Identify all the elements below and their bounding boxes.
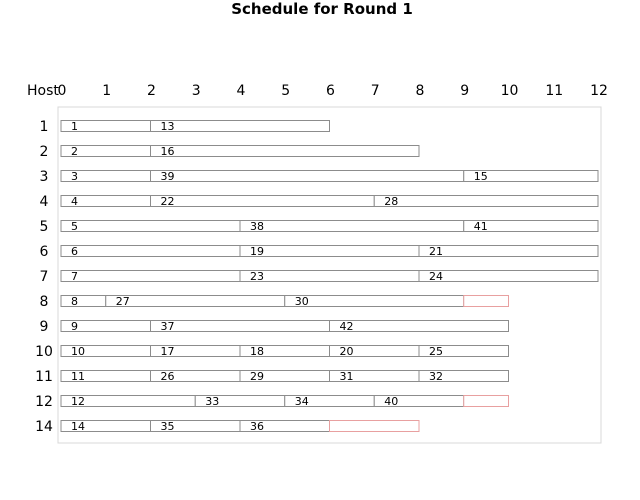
x-tick-label: 6 [326, 83, 335, 99]
job-label: 24 [429, 270, 443, 283]
job-label: 39 [160, 170, 175, 183]
job-label: 36 [250, 420, 264, 433]
host-row [35, 419, 419, 435]
job-label: 3 [71, 170, 78, 183]
x-tick-label: 0 [57, 83, 67, 99]
job-segment [240, 246, 419, 257]
job-segment [419, 246, 598, 257]
host-label: 14 [35, 419, 53, 435]
job-label: 1 [71, 120, 78, 133]
job-segment [374, 196, 598, 207]
host-label: 9 [39, 319, 49, 335]
job-label: 19 [250, 245, 264, 258]
idle-segment [464, 396, 509, 407]
job-label: 5 [71, 220, 78, 233]
job-label: 18 [250, 345, 264, 358]
job-label: 2 [71, 145, 78, 158]
x-axis-ticks [58, 83, 608, 99]
host-row [40, 144, 419, 160]
job-label: 14 [71, 420, 85, 433]
job-label: 13 [160, 120, 175, 133]
job-label: 30 [294, 295, 309, 308]
job-segment [151, 171, 464, 182]
host-label: 12 [35, 394, 53, 410]
job-segment [61, 221, 240, 232]
host-row [35, 394, 508, 410]
job-label: 23 [250, 270, 264, 283]
job-label: 26 [160, 370, 175, 383]
x-tick-label: 11 [545, 83, 564, 99]
job-label: 38 [250, 220, 264, 233]
job-label: 12 [71, 395, 85, 408]
job-label: 42 [339, 320, 354, 333]
job-segment [240, 221, 464, 232]
job-label: 35 [160, 420, 175, 433]
host-label: 3 [39, 169, 49, 185]
job-segment [61, 296, 106, 307]
job-label: 16 [160, 145, 175, 158]
host-label: 5 [39, 219, 49, 235]
job-segment [419, 271, 598, 282]
host-row [40, 119, 330, 135]
job-label: 29 [250, 370, 264, 383]
job-label: 21 [429, 245, 443, 258]
host-label: 11 [35, 369, 53, 385]
job-segment [330, 321, 509, 332]
host-row [40, 169, 598, 185]
job-label: 34 [294, 395, 309, 408]
host-row [35, 369, 508, 385]
schedule-rows [35, 119, 598, 435]
job-segment [106, 296, 285, 307]
job-segment [285, 296, 464, 307]
host-label: 2 [39, 144, 49, 160]
x-tick-label: 7 [370, 83, 380, 99]
chart-title: Schedule for Round 1 [231, 0, 413, 18]
job-label: 9 [71, 320, 78, 333]
job-segment [61, 246, 240, 257]
x-tick-label: 1 [102, 83, 112, 99]
job-segment [151, 196, 375, 207]
job-label: 37 [160, 320, 175, 333]
job-label: 4 [71, 195, 78, 208]
host-row [40, 319, 509, 335]
host-label: 8 [39, 294, 49, 310]
host-label: 10 [35, 344, 53, 360]
x-tick-label: 9 [460, 83, 470, 99]
job-label: 33 [205, 395, 220, 408]
x-tick-label: 10 [500, 83, 519, 99]
job-label: 20 [339, 345, 354, 358]
idle-segment [464, 296, 509, 307]
host-row [35, 344, 508, 360]
job-label: 31 [339, 370, 354, 383]
host-row [40, 244, 598, 260]
host-row [40, 294, 509, 310]
job-segment [151, 321, 330, 332]
job-label: 28 [384, 195, 399, 208]
job-segment [240, 271, 419, 282]
job-label: 6 [71, 245, 78, 258]
host-label: 7 [39, 269, 49, 285]
x-tick-label: 5 [281, 83, 291, 99]
host-label: 1 [39, 119, 49, 135]
job-label: 41 [473, 220, 488, 233]
job-label: 7 [71, 270, 78, 283]
host-row [40, 194, 598, 210]
job-segment [61, 271, 240, 282]
row-axis-label: Host [27, 83, 59, 99]
x-tick-label: 12 [590, 83, 608, 99]
host-row [40, 269, 598, 285]
x-tick-label: 3 [191, 83, 201, 99]
job-label: 15 [473, 170, 488, 183]
host-label: 6 [39, 244, 49, 260]
job-label: 11 [71, 370, 85, 383]
job-label: 17 [160, 345, 175, 358]
x-tick-label: 4 [236, 83, 246, 99]
idle-segment [330, 421, 420, 432]
job-label: 27 [115, 295, 130, 308]
job-label: 10 [71, 345, 85, 358]
job-segment [151, 121, 330, 132]
job-label: 8 [71, 295, 78, 308]
x-tick-label: 8 [415, 83, 425, 99]
job-label: 40 [384, 395, 399, 408]
job-label: 25 [429, 345, 443, 358]
host-label: 4 [39, 194, 49, 210]
job-label: 32 [429, 370, 443, 383]
job-label: 22 [160, 195, 175, 208]
job-segment [151, 146, 420, 157]
host-row [40, 219, 598, 235]
x-tick-label: 2 [147, 83, 156, 99]
